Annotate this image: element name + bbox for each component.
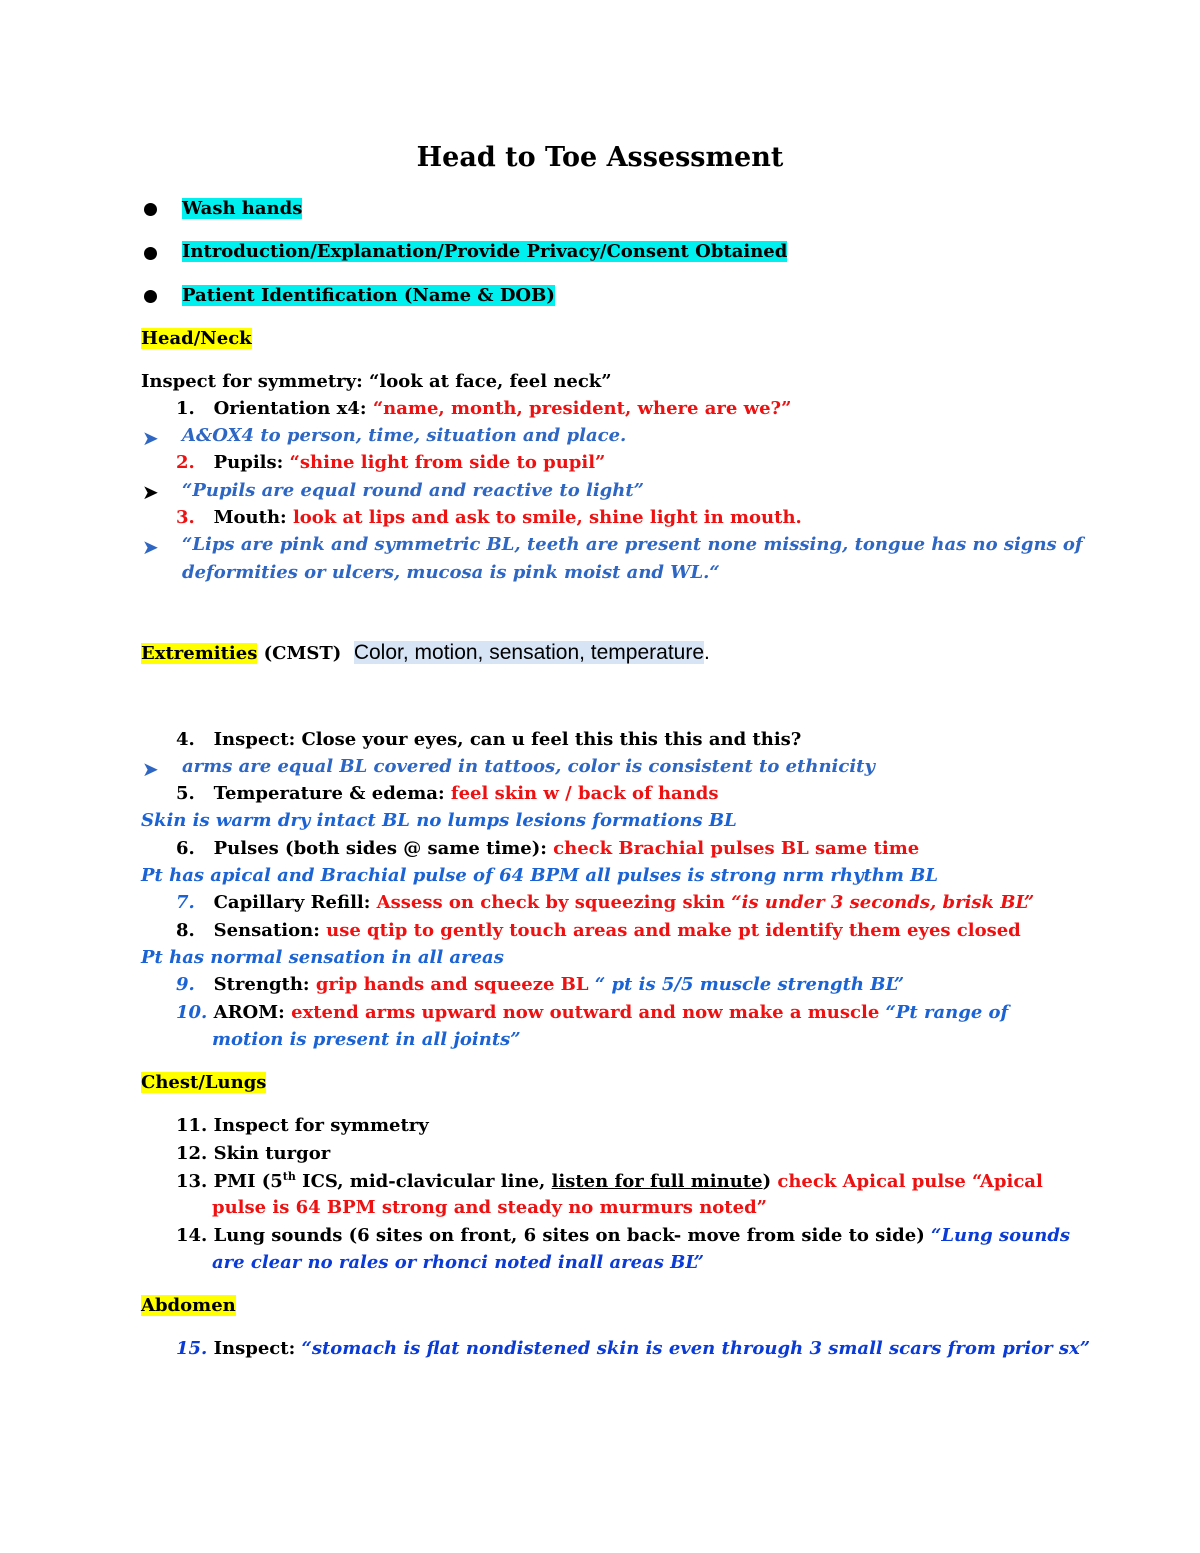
arrow-bullet-icon: ➤ bbox=[142, 480, 159, 504]
list-item: 3. Mouth: look at lips and ask to smile, shine light in mouth. bbox=[176, 507, 802, 528]
note: deformities or ulcers, mucosa is pink moist and WL.“ bbox=[182, 562, 720, 583]
note: arms are equal BL covered in tattoos, color is consistent to ethnicity bbox=[182, 756, 875, 777]
list-item: 12. Skin turgor bbox=[176, 1143, 331, 1164]
arrow-bullet-icon: ➤ bbox=[142, 535, 159, 559]
arrow-bullet-icon: ➤ bbox=[142, 757, 159, 781]
bullet-item: Wash hands bbox=[182, 198, 303, 219]
bullet-item: Introduction/Explanation/Provide Privacy/Consent Obtained bbox=[182, 241, 788, 262]
list-item-continuation: are clear no rales or rhonci noted inall areas BL” bbox=[212, 1252, 705, 1273]
list-item: 13. PMI (5th ICS, mid-clavicular line, listen for full minute) check Apical pulse “Apical bbox=[176, 1170, 1043, 1192]
page-title: Head to Toe Assessment bbox=[416, 142, 784, 173]
list-item-continuation: pulse is 64 BPM strong and steady no murmurs noted” bbox=[212, 1197, 768, 1218]
section-heading-head-neck: Head/Neck bbox=[141, 328, 252, 349]
section-heading-abdomen: Abdomen bbox=[141, 1295, 236, 1316]
list-item: 9. Strength: grip hands and squeeze BL “ pt is 5/5 muscle strength BL” bbox=[176, 974, 905, 995]
list-item: 4. Inspect: Close your eyes, can u feel this this this and this? bbox=[176, 729, 802, 750]
list-item-continuation: motion is present in all joints” bbox=[212, 1029, 521, 1050]
list-item: 7. Capillary Refill: Assess on check by squeezing skin “is under 3 seconds, brisk BL” bbox=[176, 892, 1035, 913]
arrow-bullet-icon: ➤ bbox=[142, 426, 159, 450]
note: Pt has normal sensation in all areas bbox=[141, 947, 504, 968]
bullet-icon bbox=[144, 247, 157, 260]
list-item: 15. Inspect: “stomach is flat nondistened skin is even through 3 small scars from prior sx” bbox=[176, 1338, 1091, 1359]
bullet-icon bbox=[144, 203, 157, 216]
bullet-item: Patient Identification (Name & DOB) bbox=[182, 285, 555, 306]
list-item: 10. AROM: extend arms upward now outward and now make a muscle “Pt range of bbox=[176, 1002, 1009, 1023]
list-item: 2. Pupils: “shine light from side to pupil” bbox=[176, 452, 606, 473]
list-item: 5. Temperature & edema: feel skin w / back of hands bbox=[176, 783, 719, 804]
bullet-icon bbox=[144, 290, 157, 303]
head-neck-inspect: Inspect for symmetry: “look at face, feel neck” bbox=[141, 371, 612, 392]
list-item: 1. Orientation x4: “name, month, president, where are we?” bbox=[176, 398, 792, 419]
note: “Pupils are equal round and reactive to light” bbox=[182, 480, 645, 501]
note: Pt has apical and Brachial pulse of 64 BPM all pulses is strong nrm rhythm BL bbox=[141, 865, 939, 886]
section-heading-extremities: Extremities (CMST) Color, motion, sensation, temperature. bbox=[141, 641, 710, 664]
list-item: 8. Sensation: use qtip to gently touch areas and make pt identify them eyes closed bbox=[176, 920, 1021, 941]
note: “Lips are pink and symmetric BL, teeth are present none missing, tongue has no signs of bbox=[182, 534, 1083, 555]
list-item: 14. Lung sounds (6 sites on front, 6 sites on back- move from side to side) “Lung sounds bbox=[176, 1225, 1071, 1246]
note: A&OX4 to person, time, situation and place. bbox=[182, 425, 627, 446]
note: Skin is warm dry intact BL no lumps lesions formations BL bbox=[141, 810, 737, 831]
section-heading-chest-lungs: Chest/Lungs bbox=[141, 1072, 267, 1093]
list-item: 6. Pulses (both sides @ same time): check Brachial pulses BL same time bbox=[176, 838, 920, 859]
list-item: 11. Inspect for symmetry bbox=[176, 1115, 429, 1136]
